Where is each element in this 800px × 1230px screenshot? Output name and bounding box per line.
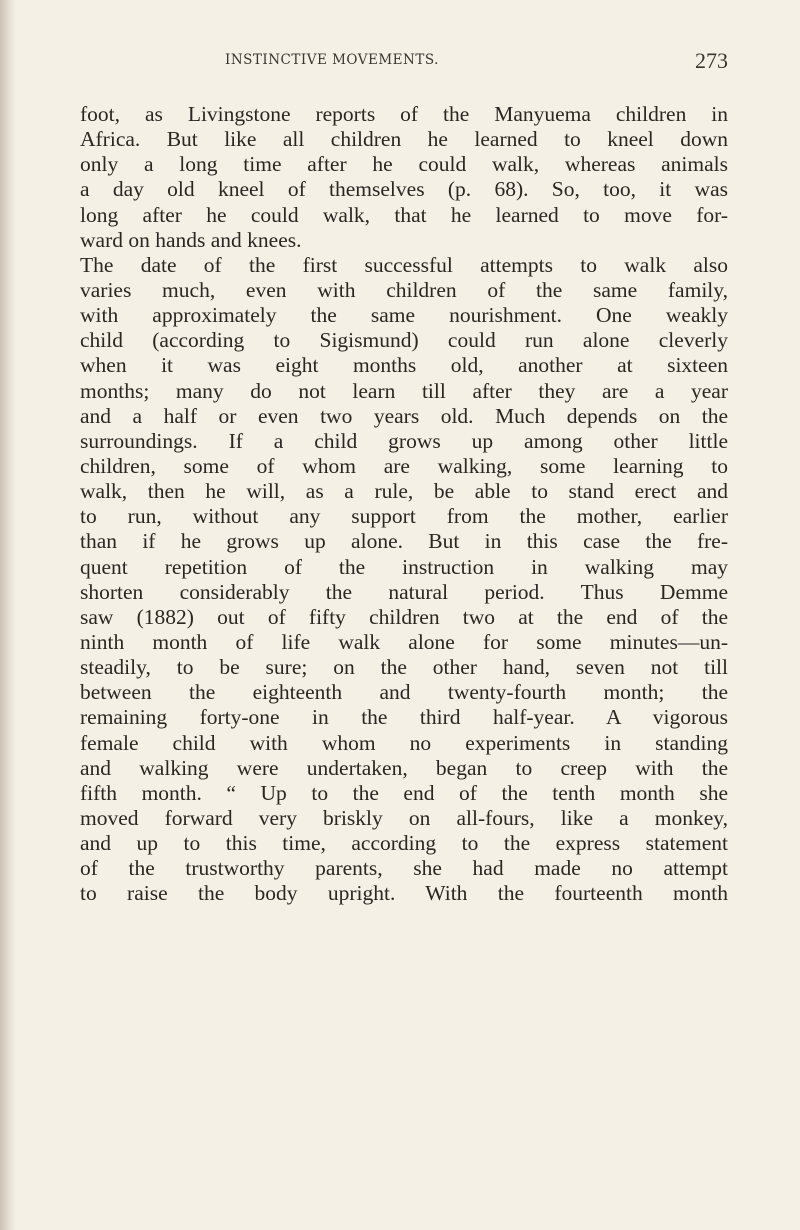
text-line: to raise the body upright. With the fourteenth month (80, 881, 728, 906)
text-line: quent repetition of the instruction in walking may (80, 554, 728, 579)
text-line: a day old kneel of themselves (p. 68). So, too, it was (80, 177, 728, 202)
text-line: only a long time after he could walk, whereas animals (80, 152, 728, 177)
text-line: and up to this time, according to the express statement (80, 831, 728, 856)
text-line: Africa. But like all children he learned to kneel down (80, 127, 728, 152)
text-line: shorten considerably the natural period. Thus Demme (80, 579, 728, 604)
text-line: moved forward very briskly on all-fours, like a monkey, (80, 805, 728, 830)
text-line: when it was eight months old, another at sixteen (80, 353, 728, 378)
text-line: varies much, even with children of the same family, (80, 277, 728, 302)
text-line: foot, as Livingstone reports of the Manyuema children in (80, 102, 728, 126)
text-line: remaining forty-one in the third half-year. A vigorous (80, 705, 728, 730)
page-number: 273 (695, 48, 728, 73)
text-line: child (according to Sigismund) could run alone cleverly (80, 328, 728, 353)
text-line: steadily, to be sure; on the other hand, seven not till (80, 655, 728, 680)
text-line: and walking were undertaken, began to creep with the (80, 755, 728, 780)
text-line: ward on hands and knees. (80, 227, 302, 252)
running-title: INSTINCTIVE MOVEMENTS. (225, 52, 439, 68)
text-line: saw (1882) out of fifty children two at the end of the (80, 604, 728, 629)
text-line: fifth month. “ Up to the end of the tenth month she (80, 780, 728, 805)
body-text (80, 102, 728, 907)
text-line: female child with whom no experiments in standing (80, 730, 728, 755)
text-line: of the trustworthy parents, she had made no attempt (80, 856, 728, 881)
running-head (80, 48, 728, 84)
text-line: surroundings. If a child grows up among other little (80, 428, 728, 453)
text-line: ninth month of life walk alone for some minutes—un- (80, 629, 728, 654)
text-line: and a half or even two years old. Much depends on the (80, 403, 728, 428)
page-gutter-shadow (0, 0, 16, 1230)
text-line: months; many do not learn till after they are a year (80, 378, 728, 403)
text-line: than if he grows up alone. But in this case the fre- (80, 529, 728, 554)
text-line: The date of the first successful attempts to walk also (80, 252, 728, 277)
text-line: to run, without any support from the mother, earlier (80, 504, 728, 529)
text-line: walk, then he will, as a rule, be able to stand erect and (80, 479, 728, 504)
book-page (80, 48, 728, 907)
text-line: with approximately the same nourishment. One weakly (80, 303, 728, 328)
text-line: between the eighteenth and twenty-fourth month; the (80, 680, 728, 705)
text-line: long after he could walk, that he learned to move for- (80, 202, 728, 227)
text-line: children, some of whom are walking, some learning to (80, 453, 728, 478)
